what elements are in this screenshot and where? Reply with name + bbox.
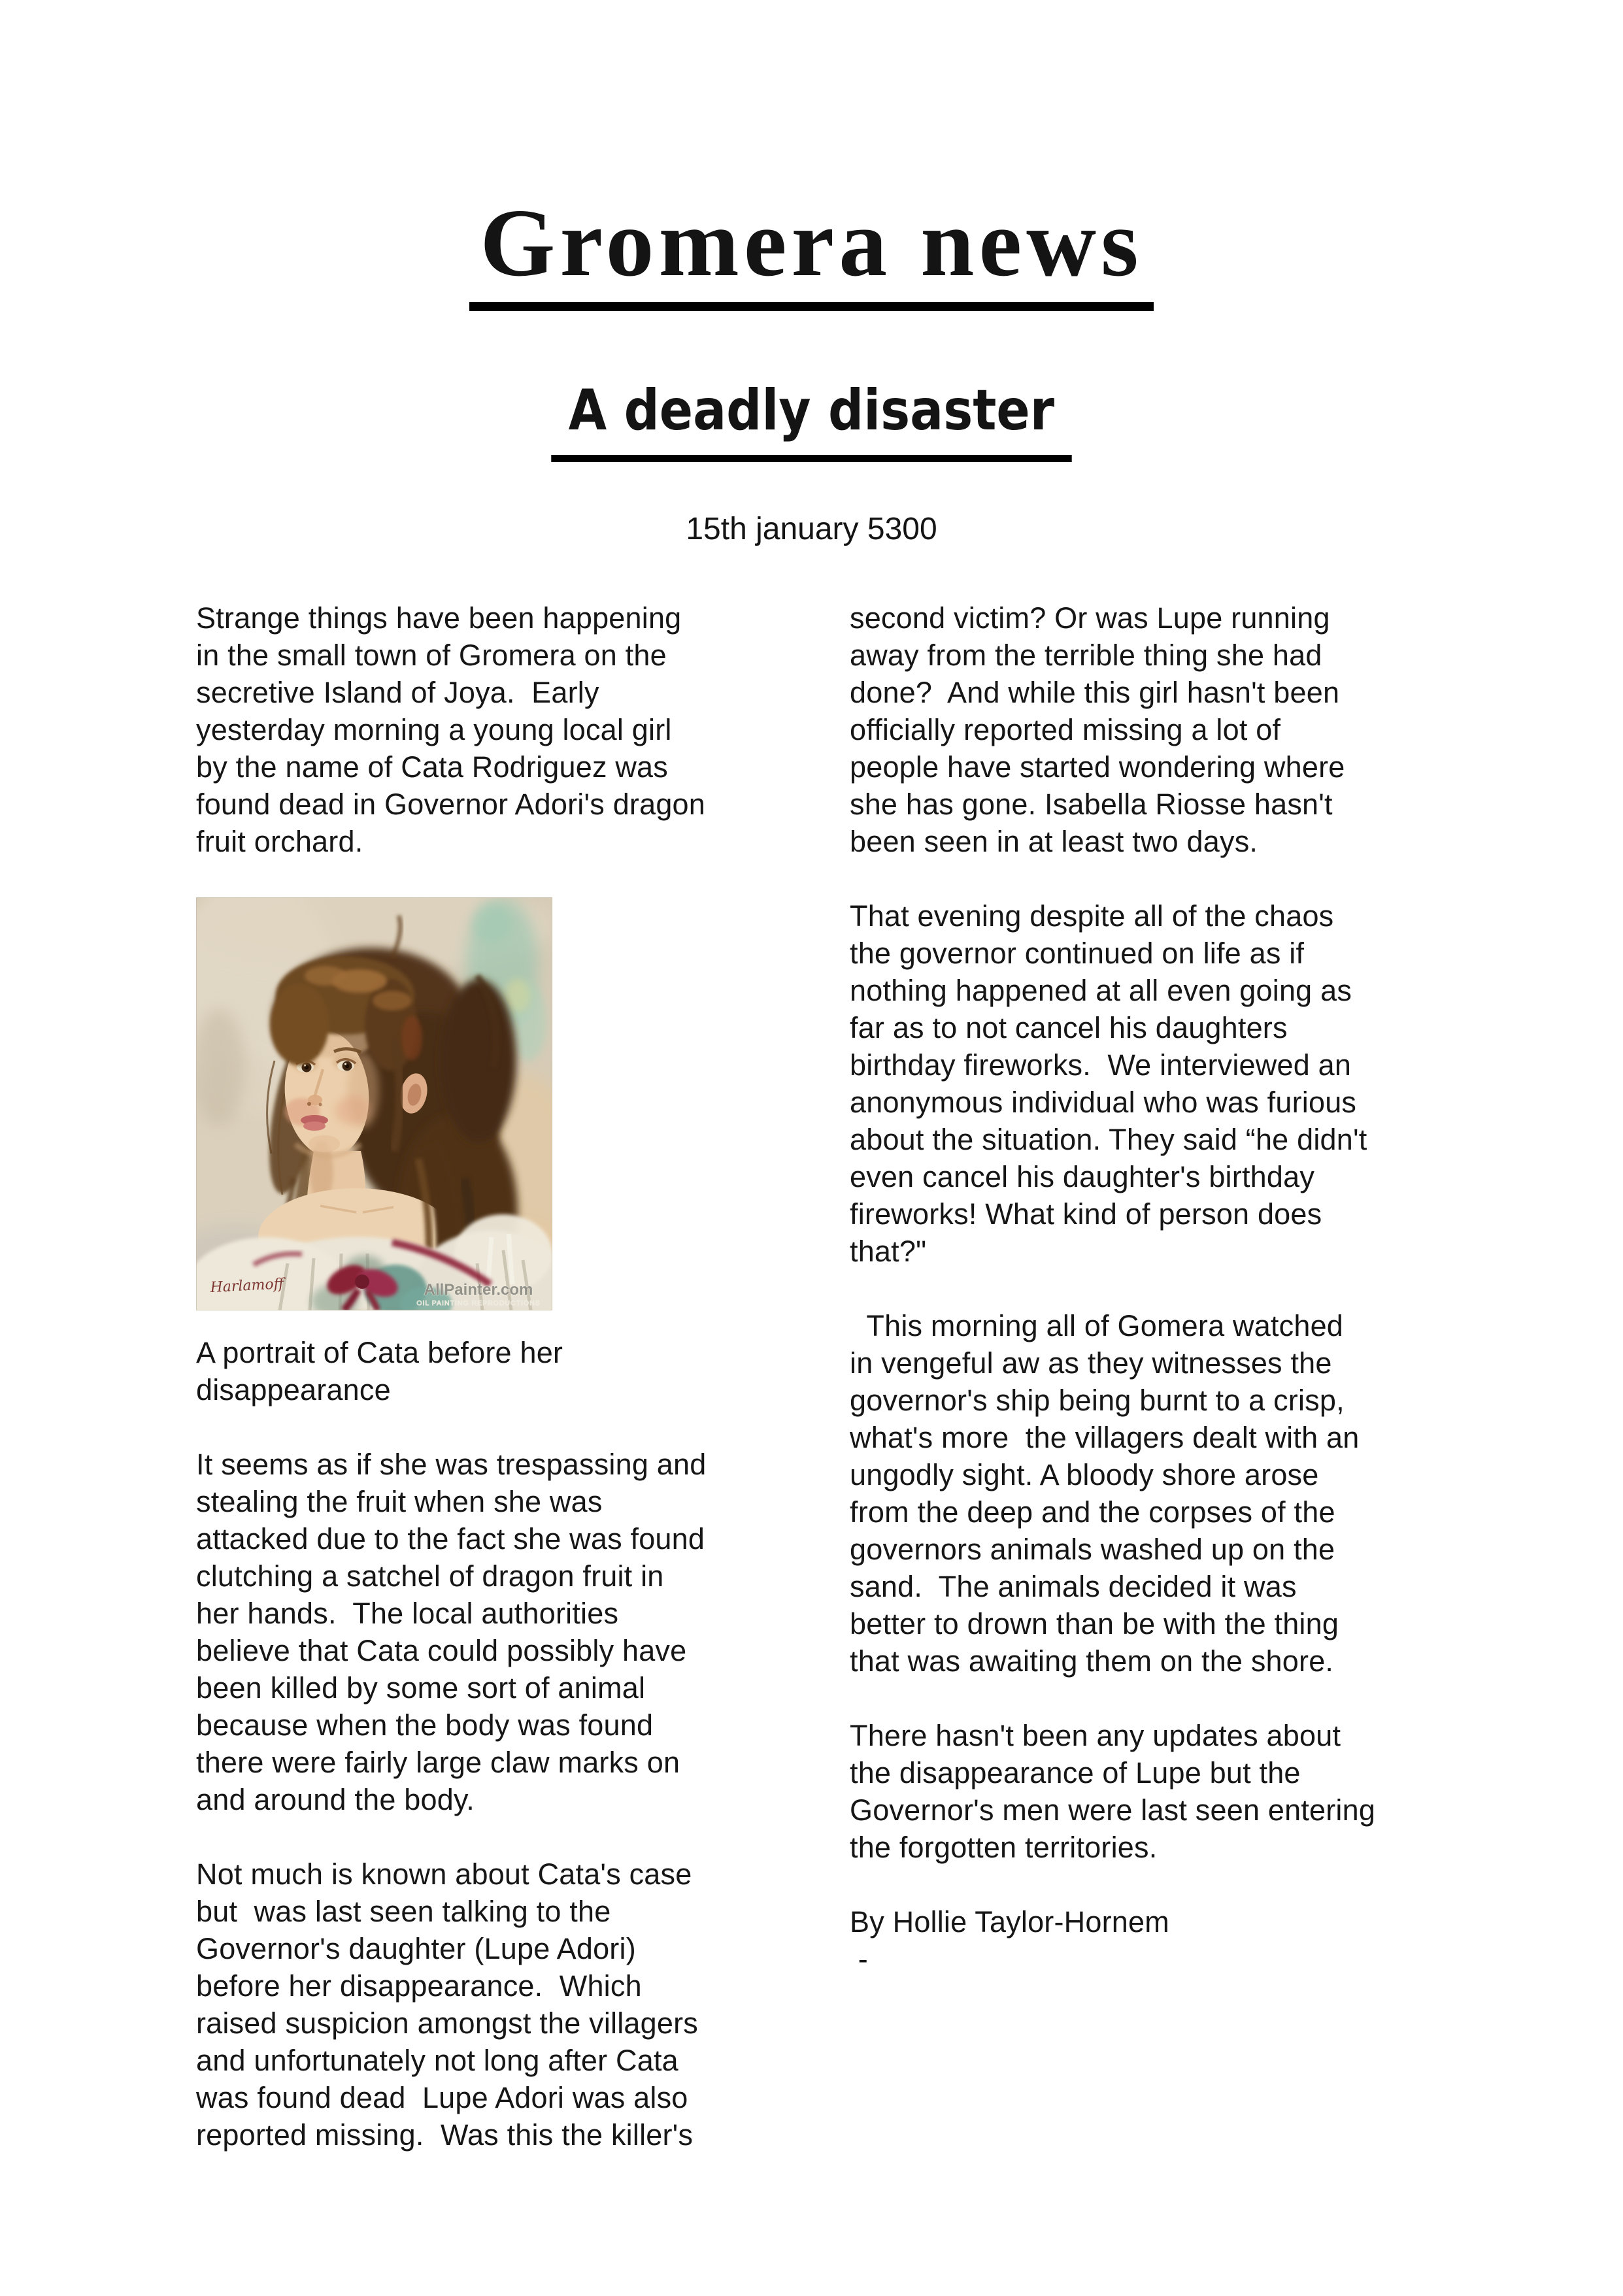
watermark xyxy=(416,1281,540,1307)
article-columns xyxy=(0,599,1623,2191)
paragraph: second victim? Or was Lupe running away from the terrible thing she had done? And while this girl hasn't been officially reported missing a lot of people have started wondering where she has gone. Isabella Riosse hasn't been seen in at least two days. xyxy=(850,601,1345,858)
headline xyxy=(0,379,1623,462)
masthead-title: Gromera news xyxy=(469,193,1153,311)
watermark-title: AllPainter.com xyxy=(424,1280,533,1299)
column-right xyxy=(850,599,1448,2191)
byline: By Hollie Taylor-Hornem - xyxy=(850,1905,1169,1976)
paragraph: There hasn't been any updates about the disappearance of Lupe but the Governor's men were last seen entering the forgotten territories. xyxy=(850,1718,1376,1864)
masthead xyxy=(0,190,1623,311)
headline-title: A deadly disaster xyxy=(551,379,1071,462)
paragraph: It seems as if she was trespassing and stealing the fruit when she was attacked due to the fact she was found clutching a satchel of dragon fruit in her hands. The local authorities believe that Cata could possibly have been killed by some sort of animal because when the body was found there were fairly large claw marks on and around the body. xyxy=(196,1447,707,1816)
paragraph: This morning all of Gomera watched in vengeful aw as they witnesses the governor's ship being burnt to a crisp, what's more the villagers dealt with an ungodly sight. A bloody shore arose from the deep and the corpses of the governors animals washed up on the sand. The animals decided it was better to drown than be with the thing that was awaiting them on the shore. xyxy=(850,1308,1360,1678)
paragraph: Not much is known about Cata's case but was last seen talking to the Governor's daughter (Lupe Adori) before her disappearance. Which raised suspicion amongst the villagers and unfortunately not long after Cata was found dead Lupe Adori was also reported missing. Was this the killer's xyxy=(196,1857,698,2152)
image-caption: A portrait of Cata before her disappearance xyxy=(196,1335,563,1406)
column-left xyxy=(196,599,771,2191)
dateline: 15th january 5300 xyxy=(686,512,937,547)
paragraph: Strange things have been happening in the small town of Gromera on the secretive Island of Joya. Early yesterday morning a young local girl by the name of Cata Rodriguez was found dead in Governor Adori's dragon fruit orchard. xyxy=(196,601,706,858)
signature-text: Harlamoff xyxy=(210,1275,284,1296)
watermark-subtitle: OIL PAINTING REPRODUCTIONS xyxy=(416,1299,541,1307)
portrait-image xyxy=(196,897,552,1310)
paragraph: That evening despite all of the chaos the governor continued on life as if nothing happened at all even going as far as to not cancel his daughters birthday fireworks. We interviewed an anonymous individual who was furious about the situation. They said “he didn't even cancel his daughter's birthday fireworks! What kind of person does that?" xyxy=(850,899,1367,1268)
